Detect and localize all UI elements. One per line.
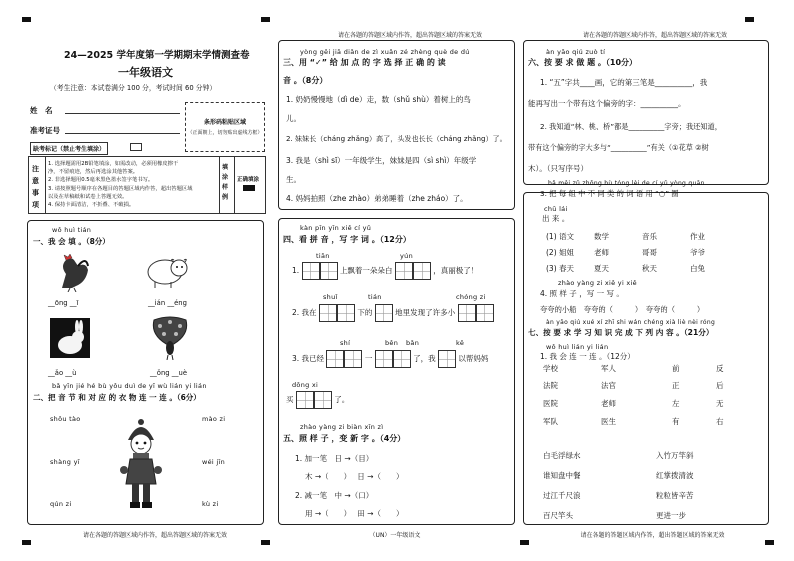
q4-py-line4: dōng xi <box>292 381 319 389</box>
q3-title-b: 音 。（8分） <box>283 76 328 85</box>
q5-title: 五、照 样 子 ，变 新 字 。（4分） <box>283 434 406 443</box>
exam-id-field[interactable] <box>65 133 180 134</box>
q5-example-1: 1. 加一笔 日 →（目） <box>295 454 374 463</box>
q4-pinyin: kàn pīn yīn xiě cí yǔ <box>300 224 372 232</box>
q6-group-2 <box>546 247 705 258</box>
peacock-image <box>150 316 190 360</box>
word[interactable]: 哥哥 <box>642 248 657 257</box>
q6-line-6: 3. 把 每 组 中 不 同 类 的 词 语 用 “○” 圈 <box>540 189 679 198</box>
q1-title: 一、我 会 填 。（8分） <box>33 237 110 246</box>
q7-word[interactable]: 正 <box>672 381 680 390</box>
q7-word[interactable]: 左 <box>672 399 680 408</box>
note-line: 1. 选择题需用2B铅笔填涂，如需改动，必须用橡皮擦干 <box>48 161 179 167</box>
q7-sub-title: 1. 我 会 连 一 连 。（12分） <box>540 352 635 361</box>
q4-text: ，真丽极了！ <box>433 266 479 275</box>
q7-word[interactable]: 有 <box>672 417 680 426</box>
q4-text: 了，我 <box>413 354 436 363</box>
note-line: 2. 非选择题用0.5毫米黑色墨水签字笔书写。 <box>48 177 154 184</box>
q2-right-1[interactable]: mào zi <box>202 415 226 423</box>
note-line: 4. 保持卡面清洁，不折叠、不破损。 <box>48 202 135 209</box>
note-line: 净，不留痕迹，然后再选涂其他答案。 <box>48 169 139 176</box>
q4-py-ke: kě <box>456 339 465 347</box>
word[interactable]: 白兔 <box>690 264 705 273</box>
writing-box[interactable] <box>296 391 314 409</box>
q6-pinyin-2: bǎ měi zǔ zhōng bù tóng lèi de cí yǔ yòng quān <box>548 180 705 187</box>
writing-box[interactable] <box>320 262 338 280</box>
word[interactable]: 老师 <box>594 248 609 257</box>
bottom-notice: 请在各题的答题区域内作答，超出答题区域的答案无效 <box>580 532 725 539</box>
q7-word[interactable]: 无 <box>716 399 724 408</box>
q6-line-5: 木）。（只写序号） <box>528 164 588 173</box>
q4-num-1: 1. <box>292 266 300 275</box>
q7-poem-line[interactable]: 更进一步 <box>656 511 686 520</box>
q4-py-yun: yún <box>400 252 413 260</box>
q3-pinyin: yòng gěi jiā diǎn de zì xuǎn zé zhèng què de dú <box>300 48 470 56</box>
writing-box[interactable] <box>344 350 362 368</box>
q7-sub-pinyin: wǒ huì lián yi lián <box>546 343 609 351</box>
q7-word[interactable]: 右 <box>716 417 724 426</box>
writing-box[interactable] <box>395 262 413 280</box>
q5-line-1[interactable]: 木 →（ ） 日 →（ ） <box>305 472 404 481</box>
q3-item-4[interactable]: 4. 妈妈拍照（zhe zhào）弟弟睡着（zhe zháo）了。 <box>286 194 468 203</box>
q7-poem-line[interactable]: 百尺竿头 <box>543 511 573 520</box>
q5-pinyin: zhào yàng zi biàn xīn zì <box>300 423 384 431</box>
word[interactable]: 夏天 <box>594 264 609 273</box>
writing-box[interactable] <box>458 304 476 322</box>
q3-item-3-cont: 生。 <box>286 175 301 184</box>
note-line: 以及在草稿纸和试卷上答题无效。 <box>48 193 128 200</box>
registration-mark <box>261 17 270 22</box>
bottom-notice: 请在各题的答题区域内作答，超出答题区域的答案无效 <box>82 532 227 539</box>
q6-title: 六、按 要 求 做 题 。（10分） <box>528 58 638 67</box>
barcode-title: 条形码粘贴区域 <box>203 119 246 126</box>
word[interactable]: 音乐 <box>642 232 657 241</box>
sample-filled-box <box>243 185 255 191</box>
word[interactable]: (3) 春天 <box>546 264 575 273</box>
q4-text: 以帮妈妈 <box>458 354 489 363</box>
q4-text: 买 <box>286 395 294 404</box>
q6-line-1[interactable]: 1. “五”字共____画，它的第三笔是__________，我 <box>540 78 708 87</box>
writing-box[interactable] <box>326 350 344 368</box>
q7-pinyin: àn yāo qiú xué xí zhī shi wán chéng xià liè nèi róng <box>546 319 716 326</box>
writing-box[interactable] <box>375 350 393 368</box>
q7-poem-line[interactable]: 谁知盘中餐 <box>543 471 581 480</box>
q7-poem-line[interactable]: 白毛浮绿水 <box>543 451 581 460</box>
q5-line-2[interactable]: 用 →（ ） 田 →（ ） <box>305 509 404 518</box>
q7-poem-line[interactable]: 过江千尺浪 <box>543 491 581 500</box>
q4-py-tian: tiān <box>316 252 330 260</box>
q4-text: 2. 我在 <box>292 308 317 317</box>
q5-example-2: 2. 减一笔 中 →（口） <box>295 491 374 500</box>
q7-word[interactable]: 学校 <box>543 364 558 373</box>
girl-image <box>118 418 164 510</box>
writing-box[interactable] <box>337 304 355 322</box>
q4-text: 3. 我已经 <box>292 354 325 363</box>
writing-box[interactable] <box>314 391 332 409</box>
q6-line-3[interactable]: 2. 我知道“林、桃、桥”都是__________字旁；我还知道， <box>540 122 722 131</box>
q7-word[interactable]: 军人 <box>601 364 616 373</box>
word[interactable]: 爷爷 <box>690 248 705 257</box>
writing-box[interactable] <box>393 350 411 368</box>
registration-mark <box>22 17 31 22</box>
exam-title: 24—2025 学年度第一学期期末学情测查卷 <box>64 50 250 61</box>
top-notice: 请在各题的答题区域内作答，超出答题区域的答案无效 <box>337 32 482 39</box>
name-label: 姓 名 <box>30 106 53 115</box>
q7-word[interactable]: 反 <box>716 364 724 373</box>
notes-box <box>28 156 266 214</box>
word[interactable]: 作业 <box>690 232 705 241</box>
q7-word[interactable]: 法官 <box>601 381 616 390</box>
q7-word[interactable]: 前 <box>672 364 680 373</box>
registration-mark <box>765 540 774 545</box>
q4-title: 四、看 拼 音 ，写 字 词 。（12分） <box>283 235 411 244</box>
q1-blank-3[interactable]: __ǎo __ù <box>48 369 77 377</box>
q3-item-2[interactable]: 2. 妹妹长（cháng zhǎng）高了，头发也长长（cháng zhǎng）了。 <box>286 134 507 143</box>
q4-line-4 <box>286 391 349 409</box>
notes-label: 注意事项 <box>32 165 39 209</box>
registration-mark <box>261 540 270 545</box>
note-line: 3. 请按照题号顺序在各题目的答题区域内作答，超出答题区域 <box>48 185 193 192</box>
sample-label: 填涂样例 <box>222 164 229 201</box>
rabbit-image <box>50 318 90 358</box>
q2-right-2[interactable]: wéi jīn <box>202 458 226 466</box>
writing-box[interactable] <box>302 262 320 280</box>
q3-item-3[interactable]: 3. 我是（shì sī）一年级学生，妹妹是四（sì shì）年级学 <box>286 156 477 165</box>
q4-line-3 <box>292 350 488 368</box>
q7-poem-line[interactable]: 红掌拨清波 <box>656 471 694 480</box>
writing-box[interactable] <box>413 262 431 280</box>
q1-blank-4[interactable]: __ǒng __uè <box>150 369 188 377</box>
q3-item-1-cont: 儿。 <box>286 114 301 123</box>
rooster-image <box>52 252 90 292</box>
q3-title-a: 三、用 “✓” 给 加 点 的 字 选 择 正 确 的 读 <box>283 58 446 67</box>
q2-pinyin: bǎ yīn jié hé bù yǒu duì de yī wù lián yi lián <box>52 382 207 390</box>
q7-word[interactable]: 后 <box>716 381 724 390</box>
q7-word[interactable]: 军队 <box>543 417 558 426</box>
q2-title: 二、把 音 节 和 对 应 的 衣 物 连 一 连 。（6分） <box>33 393 201 402</box>
name-field[interactable] <box>65 113 180 114</box>
q7-word[interactable]: 医生 <box>601 417 616 426</box>
q6-group-3 <box>546 263 705 274</box>
word[interactable]: (1) 语文 <box>546 232 575 241</box>
q6-group-1 <box>546 231 705 242</box>
q6-pinyin-4: zhào yàng zi xiě yi xiě <box>558 279 637 287</box>
word[interactable]: (2) 姐姐 <box>546 248 575 257</box>
sample-correct: 正确填涂 <box>237 177 260 183</box>
q1-pinyin: wǒ huì tián <box>52 226 92 234</box>
absent-mark-box[interactable] <box>130 143 142 151</box>
q4-text: 上飘着一朵朵白 <box>339 266 393 275</box>
q4-py-tian2: tián <box>368 293 382 301</box>
q7-word[interactable]: 医院 <box>543 399 558 408</box>
q7-word[interactable]: 法院 <box>543 381 558 390</box>
top-notice: 请在各题的答题区域内作答，超出答题区域的答案无效 <box>582 32 727 39</box>
q4-line-1 <box>292 262 478 280</box>
exam-info: （考生注意：本试卷满分 100 分，考试时间 60 分钟） <box>50 84 217 92</box>
barcode-area <box>185 102 265 152</box>
q6-line-9[interactable]: 夸夸的小船 夸夸的（ ） 夸夸的（ ） <box>540 305 705 314</box>
q7-title: 七、按 要 求 学 习 知 识 完 成 下 列 内 容 。（21分） <box>528 328 714 337</box>
q4-py-ben: běn <box>385 339 399 347</box>
q7-poem-line[interactable]: 粒粒皆辛苦 <box>656 491 694 500</box>
registration-mark <box>520 540 529 545</box>
q2-right-3[interactable]: kù zi <box>202 500 219 508</box>
q6-line-4[interactable]: 带有这个偏旁的字大多与“__________”有关（①花草 ②树 <box>528 143 709 152</box>
q1-blank-2[interactable]: __ián __éng <box>148 299 187 307</box>
q6-line-8: 4. 照 样 子 ，写 一 写 。 <box>540 289 624 298</box>
writing-box[interactable] <box>375 304 393 322</box>
writing-box[interactable] <box>319 304 337 322</box>
q2-left-3[interactable]: qún zi <box>50 500 72 508</box>
exam-subject: 一年级语文 <box>118 66 173 79</box>
word[interactable]: 秋天 <box>642 264 657 273</box>
q4-text: 下的 <box>357 308 373 317</box>
absent-mark-label: 缺考标记（禁止考生填涂） <box>30 142 108 155</box>
q2-left-1[interactable]: shǒu tào <box>50 415 81 423</box>
q7-word[interactable]: 老师 <box>601 399 616 408</box>
q7-poem-line[interactable]: 入竹万竿斜 <box>656 451 694 460</box>
q4-py-chongzi: chóng zi <box>456 293 486 301</box>
q4-text: 了。 <box>334 395 350 404</box>
q4-py-ban: bǎn <box>406 339 420 347</box>
notes-list <box>48 160 192 209</box>
q1-blank-1[interactable]: __ōng __ī <box>48 299 79 307</box>
word[interactable]: 数学 <box>594 232 609 241</box>
q4-line-2 <box>292 304 494 322</box>
registration-mark <box>22 540 31 545</box>
q6-pinyin: àn yāo qiú zuò tí <box>546 48 606 56</box>
q6-pinyin-3: chū lái <box>544 205 568 213</box>
writing-box[interactable] <box>476 304 494 322</box>
exam-id-label: 准考证号 <box>30 126 60 135</box>
q4-text: 一 <box>364 354 373 363</box>
writing-box[interactable] <box>438 350 456 368</box>
q2-left-2[interactable]: shàng yī <box>50 458 80 466</box>
registration-mark <box>745 17 754 22</box>
q4-text: 地里发现了许多小 <box>395 308 456 317</box>
q4-py-shui: shuǐ <box>323 293 338 301</box>
barcode-note: （正面朝上，切勿贴出虚线方框） <box>187 130 263 136</box>
q4-py-shi: shí <box>340 339 351 347</box>
q6-line-2[interactable]: 能再写出一个带有这个偏旁的字：__________。 <box>528 99 686 108</box>
q6-line-7: 出 来 。 <box>542 214 570 223</box>
page-footer: （UN）一年级语文 <box>369 532 421 539</box>
q3-item-1[interactable]: 1. 奶奶慢慢地（dì de）走，数（shǔ shù）着树上的鸟 <box>286 95 471 104</box>
sheep-image <box>145 254 190 290</box>
